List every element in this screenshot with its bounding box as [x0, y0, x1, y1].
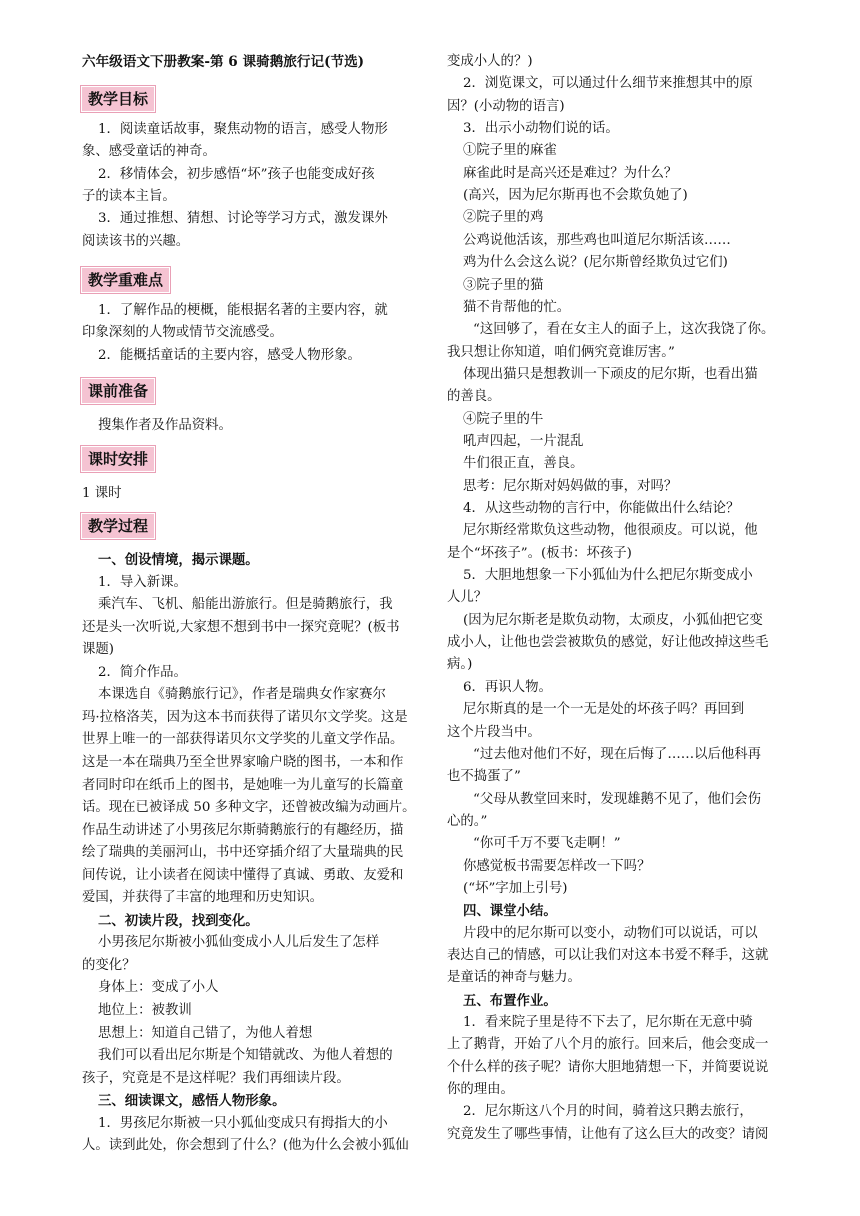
process-line: 尼尔斯经常欺负这些动物，他很顽皮。可以说，他 [463, 523, 758, 539]
process-line: 是童话的神奇与魅力。 [447, 970, 581, 986]
process-line: 尼尔斯真的是一个一无是处的坏孩子吗？再回到 [463, 702, 745, 718]
process-line: 身体上：变成了小人 [98, 980, 219, 996]
process-line: (“坏”字加上引号) [463, 880, 568, 896]
process-line: 课题) [82, 642, 115, 658]
schedule-text: 1 课时 [82, 486, 122, 501]
process-line: 的变化？ [82, 957, 136, 973]
process-line: 二、初读片段，找到变化。 [98, 912, 259, 929]
process-line: 世界上唯一的一部获得诺贝尔文学奖的儿童文学作品。 [82, 732, 404, 748]
process-line: 3．出示小动物们说的话。 [463, 121, 619, 137]
process-line: 4．从这些动物的言行中，你能做出什么结论？ [463, 501, 740, 516]
process-line: 思考：尼尔斯对妈妈做的事，对吗？ [463, 478, 678, 494]
process-line: 2．浏览课文，可以通过什么细节来推想其中的原 [463, 76, 753, 92]
process-line: 成小人，让他也尝尝被欺负的感觉，好让他改掉这些毛 [447, 635, 769, 651]
process-line: 者同时印在纸币上的图书，是她唯一为儿童写的长篇童 [82, 777, 404, 793]
document-title: 六年级语文下册教案-第 6 课骑鹅旅行记(节选) [82, 54, 365, 70]
process-line: “父母从教堂回来时，发现雄鹅不见了，他们会伤 [473, 791, 762, 807]
process-line: ①院子里的麻雀 [463, 143, 557, 159]
process-line: 四、课堂小结。 [463, 903, 557, 920]
process-line: 你的理由。 [447, 1082, 514, 1098]
section-header-prep: 课前准备 [82, 379, 154, 403]
process-line: 小男孩尼尔斯被小狐仙变成小人儿后发生了怎样 [98, 935, 380, 951]
process-line: “过去他对他们不好，现在后悔了……以后他科再 [473, 746, 762, 762]
process-line: 地位上：被教训 [98, 1003, 192, 1018]
process-line: 三、细读课文，感悟人物形象。 [98, 1093, 286, 1110]
process-line: 麻雀此时是高兴还是难过？为什么？ [463, 165, 678, 181]
process-line: 话。现在已被译成 50 多种文字，还曾被改编为动画片。 [82, 800, 416, 816]
process-line: ②院子里的鸡 [463, 210, 544, 226]
process-line: 五、布置作业。 [463, 992, 557, 1009]
goals-line: 象、感受童话的神奇。 [82, 144, 216, 160]
process-line: ③院子里的猫 [463, 277, 544, 293]
process-line: 绘了瑞典的美丽河山，书中还穿插介绍了大量瑞典的民 [82, 845, 404, 861]
prep-text: 搜集作者及作品资料。 [98, 418, 232, 433]
process-line: 的善良。 [447, 389, 501, 405]
process-line: “你可千万不要飞走啊！” [473, 836, 621, 852]
process-line: 2．尼尔斯这八个月的时间，骑着这只鹅去旅行， [463, 1104, 753, 1120]
process-line: 你感觉板书需要怎样改一下吗？ [463, 858, 651, 874]
process-line: 思想上：知道自己错了，为他人着想 [98, 1025, 313, 1041]
process-line: 一、创设情境，揭示课题。 [98, 552, 259, 568]
process-line: (因为尼尔斯老是欺负动物，太顽皮，小狐仙把它变 [463, 612, 763, 628]
process-line: 我只想让你知道，咱们俩究竟谁厉害。” [447, 344, 675, 360]
section-header-process: 教学过程 [82, 514, 154, 538]
section-header-schedule: 课时安排 [82, 447, 154, 471]
process-line: 人。读到此处，你会想到了什么？(他为什么会被小狐仙 [82, 1138, 409, 1154]
process-line: (高兴，因为尼尔斯再也不会欺负她了) [463, 188, 688, 204]
process-line: 间传说，让小读者在阅读中懂得了真诚、勇敢、友爱和 [82, 867, 404, 883]
difficulty-line: 1．了解作品的梗概，能根据名著的主要内容，就 [98, 303, 388, 318]
process-line: 这个片段当中。 [447, 724, 541, 740]
process-line: 是个“坏孩子”。(板书：坏孩子) [447, 545, 632, 561]
process-line: 1．男孩尼尔斯被一只小狐仙变成只有拇指大的小 [98, 1115, 388, 1131]
goals-line: 阅读该书的兴趣。 [82, 233, 190, 249]
process-line: 病。) [447, 657, 473, 673]
difficulty-line: 2．能概括童话的主要内容，感受人物形象。 [98, 347, 361, 363]
process-line: 爱国，并获得了丰富的地理和历史知识。 [82, 890, 324, 906]
process-line: 表达自己的情感，可以让我们对这本书爱不释手，这就 [447, 948, 769, 963]
process-line: 牛们很正直，善良。 [463, 456, 584, 472]
section-header-difficulty: 教学重难点 [82, 268, 169, 292]
process-line: 玛·拉格洛芙，因为这本书而获得了诺贝尔文学奖。这是 [82, 709, 408, 725]
process-line: 1．导入新课。 [98, 574, 187, 590]
process-line: 作品生动讲述了小男孩尼尔斯骑鹅旅行的有趣经历，描 [82, 822, 404, 838]
process-line: 我们可以看出尼尔斯是个知错就改、为他人着想的 [98, 1048, 393, 1064]
process-line: 因？(小动物的语言) [447, 98, 565, 114]
process-line: 个什么样的孩子呢？请你大胆地猜想一下，并简要说说 [447, 1059, 769, 1075]
process-line: 本课选自《骑鹅旅行记》，作者是瑞典女作家赛尔 [98, 687, 386, 703]
process-line: 变成小人的？) [447, 54, 533, 69]
process-line: 5．大胆地想象一下小狐仙为什么把尼尔斯变成小 [463, 568, 753, 584]
goals-line: 子的读本主旨。 [82, 188, 176, 204]
process-line: 乘汽车、飞机、船能出游旅行。但是骑鹅旅行，我 [98, 597, 393, 613]
process-line: 1．看来院子里是待不下去了，尼尔斯在无意中骑 [463, 1015, 753, 1031]
goals-line: 2．移情体会，初步感悟“坏”孩子也能变成好孩 [98, 166, 375, 182]
process-line: 孩子，究竟是不是这样呢？我们再细读片段。 [82, 1070, 350, 1086]
process-line: 体现出猫只是想教训一下顽皮的尼尔斯，也看出猫 [463, 366, 758, 382]
process-line: 猫不肯帮他的忙。 [463, 299, 571, 315]
process-line: 6．再识人物。 [463, 679, 552, 695]
process-line: 究竟发生了哪些事情，让他有了这么巨大的改变？请阅 [447, 1126, 769, 1142]
goals-line: 3．通过推想、猜想、讨论等学习方式，激发课外 [98, 211, 388, 227]
process-line: 鸡为什么会这么说？(尼尔斯曾经欺负过它们) [463, 255, 728, 271]
section-header-goals: 教学目标 [82, 87, 154, 111]
process-line: 公鸡说他活该，那些鸡也叫道尼尔斯活该…… [463, 232, 731, 248]
process-line: 吼声四起，一片混乱 [463, 433, 584, 449]
process-line: 心的。” [447, 813, 488, 829]
process-line: 还是头一次听说,大家想不想到书中一探究竟呢？(板书 [82, 619, 400, 635]
process-line: 上了鹅背，开始了八个月的旅行。回来后，他会变成一 [447, 1037, 769, 1053]
process-line: 片段中的尼尔斯可以变小，动物们可以说话，可以 [463, 925, 758, 941]
process-line: 这是一本在瑞典乃至全世界家喻户晓的图书，一本和作 [82, 754, 404, 770]
goals-line: 1．阅读童话故事，聚焦动物的语言，感受人物形 [98, 122, 388, 137]
process-line: 2．简介作品。 [98, 664, 187, 680]
process-line: 也不捣蛋了” [447, 769, 521, 785]
process-line: 人儿？ [447, 590, 488, 606]
process-line: ④院子里的牛 [463, 411, 544, 427]
difficulty-line: 印象深刻的人物或情节交流感受。 [82, 325, 283, 341]
process-line: “这回够了，看在女主人的面子上，这次我饶了你。 [473, 322, 775, 338]
